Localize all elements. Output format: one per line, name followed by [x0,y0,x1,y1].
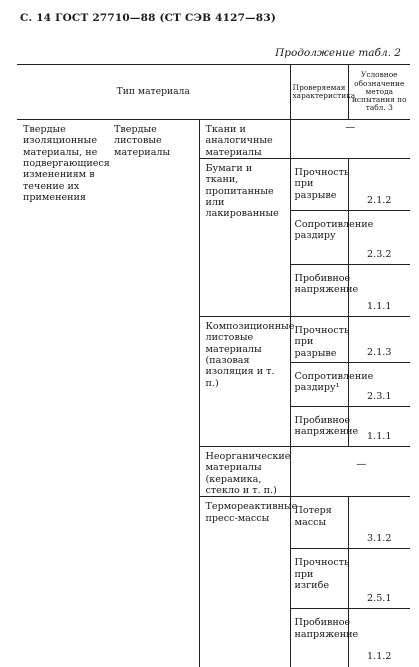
table-cell-clause: 3.1.2 [348,497,410,549]
table-cell-characteristic: Прочность при изгибе [290,549,348,609]
table-cell-dash-text: — [356,458,367,470]
material-thermoset: Термореактивные пресс-массы [205,501,298,524]
table-cell-clause: 2.3.2 [348,210,410,264]
material-level1: Твердые изоляционные материалы, не подвергающиеся изменениям в течение их применения [23,124,110,203]
table-cell-clause: 2.1.2 [348,158,410,210]
table-cell-clause: 1.1.2 [348,609,410,667]
material-level3-cell [199,497,298,667]
page-header: С. 14 ГОСТ 27710—88 (СТ СЭВ 4127—83) [20,12,276,24]
table-cell-clause: 1.1.1 [348,264,410,316]
material-impregnated-papers: Бумаги и ткани, пропитанные или лакированные [205,162,279,220]
header-material-type: Тип материала [17,65,290,120]
table-cell-characteristic: Сопротивление раздиру [290,210,348,264]
table-cell-characteristic: Прочность при разрыве [290,158,348,210]
material-level3-cell [199,120,290,159]
table-cell-characteristic: Потеря массы [290,497,348,549]
material-level3-cell [199,446,290,496]
table-cell-dash-text: — [345,122,356,133]
table-cell-clause: 2.3.1 [348,362,410,406]
material-level3-cell [199,316,295,446]
table-cell-characteristic: Пробивное напряжение [290,609,348,667]
material-composite-sheets: Композиционные листовые материалы (пазовая изоляция и т. п.) [205,320,295,389]
header-test-method-clause: Условное обозначение метода испытания по табл. 3 [348,65,410,120]
material-fabrics: Ткани и аналогичные материалы [205,124,273,158]
table-cell-characteristic: Пробивное напряжение [290,406,348,446]
header-checked-characteristic: Проверяемая характеристика [290,65,348,120]
table-cell-dash [290,446,410,496]
materials-table [17,64,410,667]
material-level1-cell [17,120,108,667]
table-header-row [17,65,410,120]
table-cell-clause: 2.1.3 [348,316,410,362]
table-cell-characteristic: Прочность при разрыве [290,316,348,362]
table-cell-characteristic: Сопротивление раздиру¹ [290,362,348,406]
table-cell-characteristic: Пробивное напряжение [290,264,348,316]
table-cell-clause: 1.1.1 [348,406,410,446]
table-cell-clause: 2.5.1 [348,549,410,609]
table-continuation-label: Продолжение табл. 2 [275,47,401,59]
material-inorganic: Неорганические материалы (керамика, стекло и т. п.) [205,450,291,496]
material-level3-cell [199,158,290,316]
table-cell-dash [290,120,410,159]
material-level2: Твердые листовые материалы [114,124,171,158]
material-level2-cell [108,120,199,667]
table-row [17,120,410,159]
